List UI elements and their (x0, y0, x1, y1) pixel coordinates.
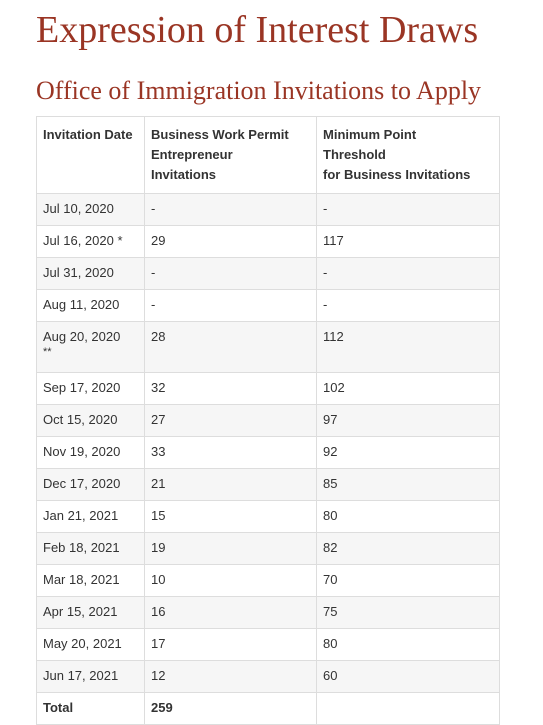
table-body (37, 194, 500, 725)
header-threshold-line: Threshold (323, 147, 386, 162)
cell-threshold: 102 (317, 373, 500, 405)
cell-invitations: 10 (145, 565, 317, 597)
header-invitation-date: Invitation Date (37, 117, 145, 194)
cell-date-footnote: ** (43, 346, 52, 358)
total-label: Total (37, 693, 145, 725)
cell-date: Jun 17, 2021 (37, 661, 145, 693)
cell-invitations: 12 (145, 661, 317, 693)
cell-invitations: 29 (145, 226, 317, 258)
cell-date: Feb 18, 2021 (37, 533, 145, 565)
cell-invitations: 27 (145, 405, 317, 437)
page-title: Expression of Interest Draws (36, 9, 479, 51)
header-business-invitations (145, 117, 317, 194)
cell-invitations: 15 (145, 501, 317, 533)
header-threshold-line: for Business Invitations (323, 167, 471, 182)
cell-invitations: - (145, 290, 317, 322)
table-row (37, 290, 500, 322)
cell-date: Mar 18, 2021 (37, 565, 145, 597)
cell-threshold: 117 (317, 226, 500, 258)
table-row (37, 258, 500, 290)
cell-date: Aug 11, 2020 (37, 290, 145, 322)
cell-threshold: 112 (317, 322, 500, 373)
cell-date: Apr 15, 2021 (37, 597, 145, 629)
cell-threshold: 85 (317, 469, 500, 501)
cell-threshold: 97 (317, 405, 500, 437)
cell-invitations: 28 (145, 322, 317, 373)
cell-threshold: 70 (317, 565, 500, 597)
cell-invitations: - (145, 194, 317, 226)
cell-threshold: 92 (317, 437, 500, 469)
cell-threshold: 60 (317, 661, 500, 693)
cell-invitations: 16 (145, 597, 317, 629)
cell-invitations: - (145, 258, 317, 290)
header-business-invitations-line: Business Work Permit (151, 127, 289, 142)
cell-invitations: 21 (145, 469, 317, 501)
invitations-table (36, 116, 500, 725)
cell-threshold: 80 (317, 629, 500, 661)
header-minimum-point-threshold (317, 117, 500, 194)
table-row (37, 597, 500, 629)
table-row (37, 194, 500, 226)
section-title: Office of Immigration Invitations to Apply (36, 76, 482, 105)
cell-date: Sep 17, 2020 (37, 373, 145, 405)
cell-threshold: 75 (317, 597, 500, 629)
total-row (37, 693, 500, 725)
cell-date: Dec 17, 2020 (37, 469, 145, 501)
cell-invitations: 32 (145, 373, 317, 405)
table-row (37, 533, 500, 565)
table-row (37, 405, 500, 437)
header-business-invitations-line: Invitations (151, 167, 217, 182)
cell-threshold: 82 (317, 533, 500, 565)
cell-date: Jul 16, 2020 * (37, 226, 145, 258)
cell-threshold: - (317, 194, 500, 226)
cell-date (37, 322, 145, 373)
cell-date: May 20, 2021 (37, 629, 145, 661)
cell-invitations: 19 (145, 533, 317, 565)
table-row (37, 501, 500, 533)
cell-date: Jul 31, 2020 (37, 258, 145, 290)
table-row (37, 565, 500, 597)
total-invitations: 259 (145, 693, 317, 725)
table-row (37, 373, 500, 405)
cell-date: Jan 21, 2021 (37, 501, 145, 533)
cell-threshold: 80 (317, 501, 500, 533)
cell-date-text: Aug 20, 2020 (43, 329, 121, 344)
table-row (37, 661, 500, 693)
cell-date: Nov 19, 2020 (37, 437, 145, 469)
cell-threshold: - (317, 258, 500, 290)
total-threshold (317, 693, 500, 725)
table-row (37, 226, 500, 258)
table-row (37, 469, 500, 501)
cell-date: Oct 15, 2020 (37, 405, 145, 437)
header-business-invitations-line: Entrepreneur (151, 147, 233, 162)
table-header (37, 117, 500, 194)
cell-threshold: - (317, 290, 500, 322)
table-row (37, 437, 500, 469)
header-row (37, 117, 500, 194)
header-threshold-line: Minimum Point (323, 127, 417, 142)
cell-date: Jul 10, 2020 (37, 194, 145, 226)
table-row (37, 629, 500, 661)
cell-invitations: 17 (145, 629, 317, 661)
table-row (37, 322, 500, 373)
cell-invitations: 33 (145, 437, 317, 469)
